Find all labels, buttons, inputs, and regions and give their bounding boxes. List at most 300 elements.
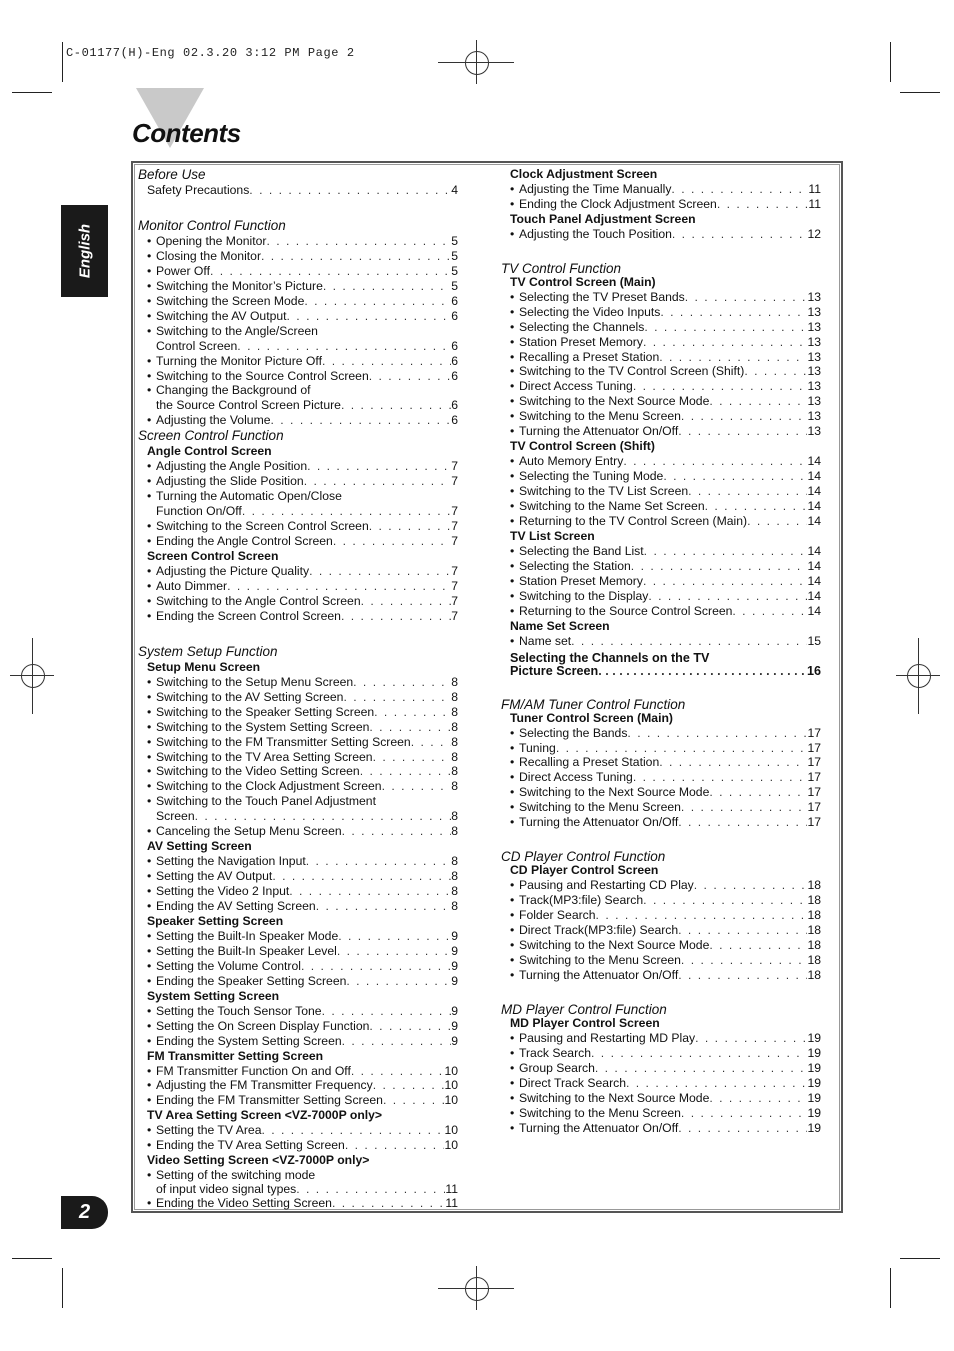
toc-entry-page: 19 [807,1060,821,1075]
toc-entry-continued[interactable]: Function On/Off . . . 7 [138,504,458,519]
toc-entry[interactable] [501,908,821,923]
subsection-title: Screen Control Screen [147,549,279,564]
toc-entry[interactable] [138,929,458,944]
toc-entry[interactable] [501,893,821,908]
bullet-icon: • [147,1018,152,1033]
bullet-icon: • [147,1003,152,1018]
toc-entry[interactable] [501,938,821,953]
toc-entry-label: Setting the Navigation Input [156,854,306,869]
toc-entry-label: Ending the Clock Adjustment Screen [519,196,717,211]
toc-entry-continued[interactable]: Control Screen . . . 6 [138,339,458,354]
toc-entry-page: 8 [451,884,458,899]
toc-entry-label: Power Off [156,263,210,278]
bullet-icon: • [510,725,515,740]
toc-entry-page: 14 [807,603,821,618]
toc-entry-label: Switching to the Clock Adjustment Screen [156,779,382,794]
bullet-icon: • [510,937,515,952]
leader-dots [709,938,807,953]
toc-entry-label: Selecting the TV Preset Bands [519,289,685,304]
subsection-title: Clock Adjustment Screen [510,167,658,181]
toc-entry-label: Switching to the Video Setting Screen [156,764,360,779]
leader-dots [346,974,451,989]
toc-entry[interactable] [501,923,821,938]
toc-entry[interactable] [138,764,458,779]
toc-entry-label: Setting the TV Area [156,1123,262,1138]
toc-entry-page: 5 [451,248,458,263]
toc-entry[interactable] [138,279,458,294]
toc-entry[interactable] [138,899,458,914]
toc-entry[interactable] [501,335,821,350]
toc-entry[interactable] [138,1123,458,1138]
leader-dots [369,369,452,384]
toc-entry-label: Ending the Screen Control Screen [156,608,341,623]
toc-entry-page: 14 [807,588,821,603]
toc-entry[interactable] [138,1064,458,1079]
toc-entry[interactable] [138,369,458,384]
toc-entry[interactable] [501,290,821,305]
bullet-icon: • [147,474,152,489]
toc-entry[interactable] [138,609,458,624]
toc-entry-label: Group Search [519,1060,595,1075]
leader-dots [623,454,807,469]
subsection-title: TV Control Screen (Main) [510,274,656,289]
toc-entry-page: 8 [451,689,458,704]
crop-mark [890,1268,891,1308]
registration-mark [21,664,45,688]
bullet-icon: • [147,233,152,248]
toc-entry-label: Direct Access Tuning [519,379,633,394]
toc-entry-label: Folder Search [519,908,596,923]
leader-dots [744,364,807,379]
toc-entry[interactable] [501,755,821,770]
toc-entry[interactable] [138,1138,458,1153]
bullet-icon: • [147,278,152,293]
toc-entry[interactable] [501,1031,821,1046]
toc-entry[interactable] [501,454,821,469]
toc-entry-page: 5 [451,263,458,278]
leader-dots [695,1031,807,1046]
leader-dots [717,197,809,212]
leader-dots [361,594,452,609]
leader-dots [307,459,451,474]
toc-entry-page: 13 [807,289,821,304]
toc-entry-label: Turning the Attenuator On/Off [519,1120,679,1135]
toc-entry-page: 14 [807,543,821,558]
bullet-icon: • [510,952,515,967]
toc-entry[interactable] [501,785,821,800]
toc-entry[interactable] [138,1078,458,1093]
toc-entry[interactable] [138,294,458,309]
toc-entry[interactable] [138,705,458,720]
toc-entry-page: 13 [807,379,821,394]
bullet-icon: • [510,800,515,815]
toc-entry-label: Switching to the Menu Screen [519,409,681,424]
subsection-title: TV List Screen [510,528,595,543]
bullet-icon: • [147,734,152,749]
toc-entry-page: 8 [451,779,458,794]
toc-entry-label: Ending the Speaker Setting Screen [156,973,347,988]
bullet-icon: • [510,394,515,409]
toc-entry-page: 14 [807,558,821,573]
toc-entry[interactable] [501,1046,821,1061]
leader-dots [709,1091,807,1106]
toc-entry-page: 6 [451,293,458,308]
toc-entry-page: 6 [451,368,458,383]
toc-entry[interactable] [138,354,458,369]
toc-entry-page: 9 [451,943,458,958]
toc-entry[interactable] [138,1034,458,1049]
toc-entry[interactable] [138,534,458,549]
toc-entry[interactable] [501,350,821,365]
leader-dots [681,800,808,815]
toc-entry-label: Recalling a Preset Station [519,755,660,770]
leader-dots [596,908,808,923]
toc-entry[interactable] [501,800,821,815]
crop-mark [12,1258,52,1259]
toc-entry-label: Switching the Screen Mode [156,293,305,308]
toc-entry-page: 7 [451,534,458,549]
toc-entry-label: Adjusting the Touch Position [519,226,672,241]
toc-entry-label: Switching to the Menu Screen [519,800,681,815]
toc-entry[interactable] [501,514,821,529]
toc-entry-label: Track(MP3:file) Search [519,893,644,908]
leader-dots [688,484,807,499]
toc-entry[interactable] [138,675,458,690]
subsection-title: Touch Panel Adjustment Screen [510,211,696,226]
toc-entry[interactable] [501,589,821,604]
toc-entry[interactable]: • Ending the Video Setting Screen . . . 11 [138,1196,458,1211]
toc-entry-page: 6 [451,353,458,368]
toc-entry-page: 18 [807,908,821,923]
leader-dots [266,234,451,249]
toc-entry-label: Switching to the Source Control Screen [156,368,369,383]
leader-dots [643,574,807,589]
toc-entry[interactable] [501,815,821,830]
toc-entry-label: Adjusting the FM Transmitter Frequency [156,1078,373,1093]
toc-entry-label: Switching to the Next Source Mode [519,394,710,409]
toc-entry[interactable] [138,459,458,474]
toc-entry-page: 5 [451,233,458,248]
crop-mark [900,1258,940,1259]
toc-entry-label: Track Search [519,1045,592,1060]
toc-entry[interactable] [138,690,458,705]
toc-entry-page: 8 [451,704,458,719]
bullet-icon: • [147,578,152,593]
toc-entry[interactable] [501,741,821,756]
toc-entry-label: Adjusting the Time Manually [519,181,672,196]
toc-entry-page: 8 [451,749,458,764]
page-title: Contents [132,118,241,148]
toc-entry-page: 17 [807,770,821,785]
toc-entry[interactable] [138,884,458,899]
leader-dots [660,305,807,320]
leader-dots [360,764,452,779]
toc-entry[interactable] [501,726,821,741]
leader-dots [678,815,807,830]
toc-entry[interactable] [501,379,821,394]
toc-entry[interactable] [138,779,458,794]
toc-entry-label: Direct Access Tuning [519,770,633,785]
leader-dots [571,634,807,649]
leader-dots [556,741,808,756]
leader-dots [322,354,451,369]
toc-entry[interactable] [138,579,458,594]
section-title: Monitor Control Function [138,217,286,233]
toc-entry[interactable] [501,878,821,893]
toc-entry-label: Ending the FM Transmitter Setting Screen [156,1093,383,1108]
toc-entry-label: Ending the System Setting Screen [156,1033,342,1048]
toc-entry-continued[interactable]: the Source Control Screen Picture . . . 6 [138,398,458,413]
subsection-title: MD Player Control Screen [510,1015,660,1030]
toc-entry[interactable]: • Setting of the switching mode [147,1168,316,1183]
toc-entry-page: 19 [807,1075,821,1090]
registration-line [32,638,33,714]
toc-entry-page: 13 [807,319,821,334]
toc-entry[interactable] [138,854,458,869]
toc-entry-label: Switching to the Next Source Mode [519,785,710,800]
toc-entry-continued[interactable]: Screen . . . 8 [138,809,458,824]
leader-dots [304,474,452,489]
toc-entry-page: 19 [807,1030,821,1045]
bullet-icon: • [147,1078,152,1093]
toc-entry[interactable] [138,959,458,974]
toc-entry[interactable] [501,469,821,484]
toc-entry-label: Adjusting the Picture Quality [156,563,310,578]
toc-entry[interactable] [501,1061,821,1076]
toc-entry-page: 7 [451,459,458,474]
toc-entry-page: 14 [807,573,821,588]
bullet-icon: • [510,196,515,211]
toc-entry[interactable] [138,944,458,959]
toc-entry[interactable] [138,735,458,750]
toc-entry[interactable] [138,564,458,579]
section-title: CD Player Control Function [501,849,666,865]
toc-entry[interactable] [501,409,821,424]
toc-entry-label: Switching to the Display [519,588,649,603]
toc-entry-page: 17 [807,815,821,830]
leader-dots [694,878,808,893]
toc-entry-page: 19 [807,1120,821,1135]
toc-entry[interactable] [501,634,821,649]
registration-line [476,40,477,84]
toc-entry[interactable] [501,320,821,335]
leader-dots [659,350,807,365]
toc-entry[interactable] [501,953,821,968]
toc-entry[interactable]: • Adjusting the Volume . . . 6 [138,413,458,428]
toc-entry-label: Opening the Monitor [156,233,267,248]
bullet-icon: • [510,484,515,499]
bullet-icon: • [510,181,515,196]
toc-entry-page: 10 [444,1123,458,1138]
toc-entry[interactable] [138,1004,458,1019]
toc-entry[interactable] [501,1121,821,1136]
contents-left-column [138,167,458,1211]
toc-entry[interactable] [501,394,821,409]
toc-entry-label: Station Preset Memory [519,573,643,588]
bullet-icon: • [147,884,152,899]
toc-entry[interactable] [501,1091,821,1106]
toc-entry-label: Pausing and Restarting CD Play [519,878,694,893]
toc-entry-page: 19 [807,1090,821,1105]
toc-entry-page: 8 [451,734,458,749]
toc-entry-page: 19 [807,1045,821,1060]
toc-entry[interactable] [138,519,458,534]
toc-entry-page: 17 [807,740,821,755]
crop-mark [890,42,891,82]
toc-entry[interactable] [138,249,458,264]
toc-entry[interactable] [138,1093,458,1108]
leader-dots [659,755,807,770]
bullet-icon: • [147,958,152,973]
toc-entry-label: Ending the AV Setting Screen [156,899,316,914]
toc-entry[interactable] [138,720,458,735]
leader-dots [337,944,451,959]
toc-entry-page: 5 [451,278,458,293]
toc-entry-label: Setting the AV Output [156,869,273,884]
page-number: 2 [61,1196,108,1229]
toc-entry[interactable]: • Canceling the Setup Menu Screen . . . 8 [138,824,458,839]
bullet-icon: • [147,308,152,323]
toc-entry-page: 18 [807,923,821,938]
leader-dots [351,1064,445,1079]
toc-entry[interactable] [138,234,458,249]
section-title: Before Use [138,167,206,182]
bullet-icon: • [510,967,515,982]
toc-entry-page: 10 [444,1093,458,1108]
bullet-icon: • [510,893,515,908]
toc-entry[interactable] [501,604,821,619]
toc-entry-label: Turning the Monitor Picture Off [156,353,322,368]
toc-entry-page: 13 [807,364,821,379]
registration-line [476,1266,477,1310]
toc-entry[interactable] [501,364,821,379]
leader-dots [323,279,451,294]
leader-dots [633,770,808,785]
toc-entry[interactable] [138,594,458,609]
leader-dots [309,564,451,579]
toc-entry[interactable] [501,1106,821,1121]
toc-entry-label: Adjusting the Slide Position [156,474,304,489]
toc-entry-label: Turning the Attenuator On/Off [519,967,679,982]
toc-entry-page: 18 [807,967,821,982]
bullet-icon: • [510,1075,515,1090]
toc-entry-label: Switching to the Next Source Mode [519,1090,710,1105]
leader-dots [681,953,808,968]
toc-entry[interactable] [501,770,821,785]
toc-entry[interactable] [138,309,458,324]
toc-entry-page: 8 [451,869,458,884]
leader-dots [322,1004,452,1019]
leader-dots [747,514,807,529]
toc-entry-page: 8 [451,674,458,689]
toc-entry[interactable]: • Switching to the Touch Panel Adjustment [147,794,376,809]
bullet-icon: • [510,499,515,514]
toc-entry[interactable] [138,474,458,489]
bullet-icon: • [510,740,515,755]
leader-dots [289,884,451,899]
bullet-icon: • [510,633,515,648]
bullet-icon: • [510,588,515,603]
toc-entry-page: 13 [807,349,821,364]
leader-dots [644,320,807,335]
toc-entry-label: Selecting the Station [519,558,631,573]
leader-dots [373,750,452,765]
toc-entry[interactable] [501,424,821,439]
leader-dots [369,720,451,735]
toc-entry-bold[interactable]: Selecting the Channels on the TV [510,650,710,665]
toc-entry-page: 9 [451,1018,458,1033]
toc-entry-page: 12 [807,226,821,241]
bullet-icon: • [147,368,152,383]
toc-entry-page: 14 [807,454,821,469]
subsection-title: TV Control Screen (Shift) [510,439,655,454]
toc-entry-page: 19 [807,1105,821,1120]
toc-entry-page: 9 [451,958,458,973]
bullet-icon: • [147,854,152,869]
bullet-icon: • [147,764,152,779]
toc-entry[interactable] [501,559,821,574]
toc-entry[interactable] [501,305,821,320]
leader-dots [287,309,452,324]
toc-entry[interactable] [501,544,821,559]
toc-entry[interactable] [138,264,458,279]
toc-entry-label: Switching to the Angle Control Screen [156,593,361,608]
toc-entry-page: 7 [451,578,458,593]
toc-entry[interactable] [138,1019,458,1034]
bullet-icon: • [147,749,152,764]
toc-entry-page: 8 [451,899,458,914]
toc-entry[interactable] [501,182,821,197]
toc-entry-page: 13 [807,424,821,439]
toc-entry[interactable] [501,1076,821,1091]
toc-entry-label: Pausing and Restarting MD Play [519,1030,696,1045]
toc-entry-continued[interactable]: of input video signal types . . . 11 [138,1183,458,1196]
bullet-icon: • [147,519,152,534]
toc-entry-label: Switching to the Setup Menu Screen [156,674,354,689]
toc-entry[interactable] [501,197,821,212]
crop-mark [900,92,940,93]
toc-entry-label: Station Preset Memory [519,334,643,349]
toc-entry[interactable] [138,750,458,765]
leader-dots [369,1019,451,1034]
toc-entry-label: Returning to the TV Control Screen (Main) [519,514,748,529]
toc-entry[interactable] [501,968,821,983]
toc-entry[interactable]: Safety Precautions . . . 4 [138,183,458,198]
toc-entry[interactable] [501,227,821,242]
leader-dots [374,705,451,720]
toc-entry[interactable] [501,499,821,514]
toc-entry[interactable]: • Changing the Background of [147,383,311,398]
crop-mark [62,1268,63,1308]
toc-entry[interactable] [138,974,458,989]
toc-entry-bold-continued[interactable]: Picture Screen . . . 16 [501,665,821,678]
toc-entry-label: Switching to the System Setting Screen [156,719,370,734]
bullet-icon: • [510,1105,515,1120]
bullet-icon: • [510,558,515,573]
leader-dots [678,923,807,938]
leader-dots [342,1034,452,1049]
bullet-icon: • [510,755,515,770]
toc-entry[interactable] [138,869,458,884]
toc-entry[interactable]: • Turning the Automatic Open/Close [147,489,342,504]
toc-entry[interactable] [501,574,821,589]
toc-entry[interactable] [501,484,821,499]
toc-entry-page: 7 [451,519,458,534]
leader-dots [644,544,808,559]
toc-entry[interactable]: • Switching to the Angle/Screen [147,323,318,338]
toc-entry-label: Switching to the AV Setting Screen [156,689,344,704]
leader-dots [304,294,451,309]
